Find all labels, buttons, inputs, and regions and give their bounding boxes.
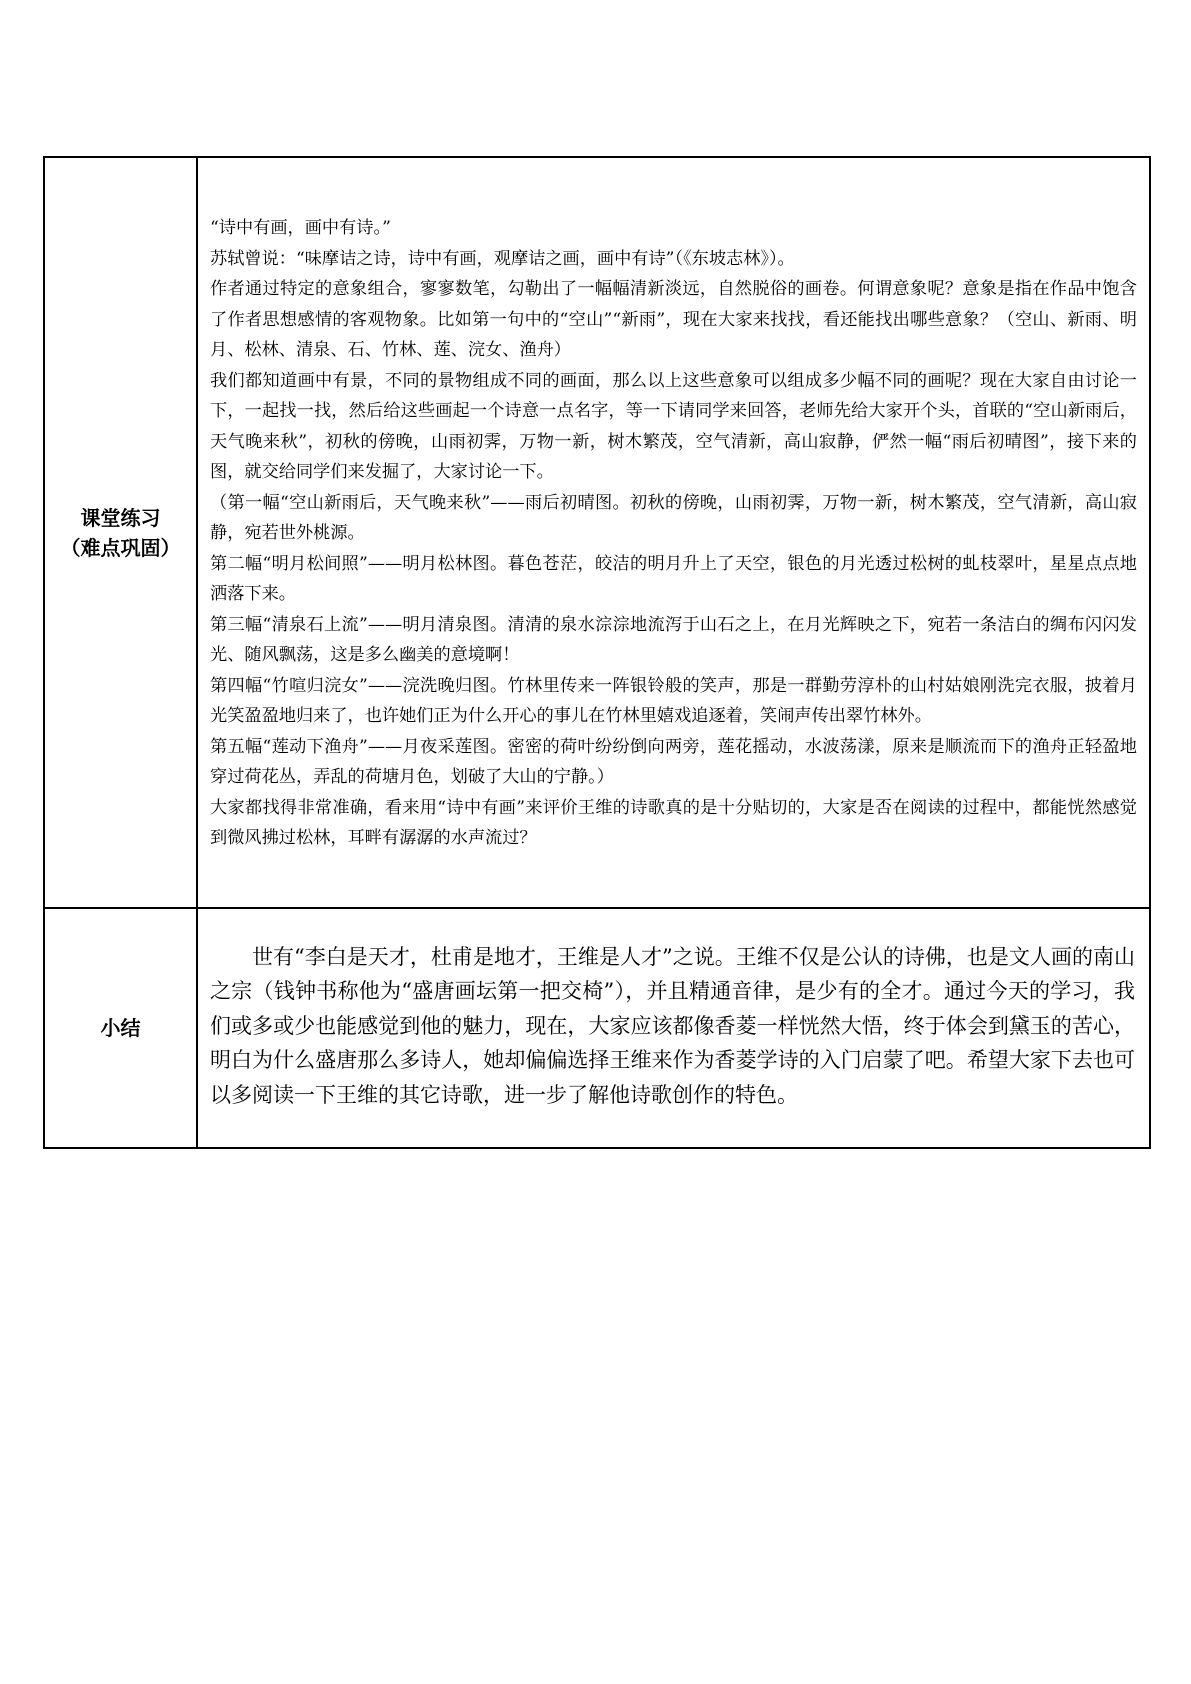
summary-row	[44, 908, 1150, 1148]
paragraph: 第五幅“莲动下渔舟”——月夜采莲图。密密的荷叶纷纷倒向两旁，莲花摇动，水波荡漾，原来是顺流而下的渔舟正轻盈地穿过荷花丛，弄乱的荷塘月色，划破了大山的宁静。）	[210, 736, 1137, 788]
practice-content	[197, 157, 1150, 908]
summary-content	[197, 908, 1150, 1148]
summary-label: 小结	[100, 1016, 141, 1040]
paragraph: 我们都知道画中有景，不同的景物组成不同的画面，那么以上这些意象可以组成多少幅不同的画呢？现在大家自由讨论一下，一起找一找，然后给这些画起一个诗意一点名字，等一下请同学来回答，老师先给大家开个头，首联的“空山新雨后，天气晚来秋”，初秋的傍晚，山雨初霁，万物一新，树木繁茂，空气清新，高山寂静，俨然一幅“雨后初晴图”，接下来的图，就交给同学们来发掘了，大家讨论一下。	[210, 370, 1137, 483]
lesson-plan-table	[43, 156, 1151, 1149]
paragraph: 第四幅“竹喧归浣女”——浣洗晚归图。竹林里传来一阵银铃般的笑声，那是一群勤劳淳朴的山村姑娘刚洗完衣服，披着月光笑盈盈地归来了，也许她们正为什么开心的事儿在竹林里嬉戏追逐着，笑闹声传出翠竹林外。	[210, 675, 1137, 727]
practice-label: 课堂练习	[80, 505, 161, 530]
paragraph: 第二幅“明月松间照”——明月松林图。暮色苍茫，皎洁的明月升上了天空，银色的月光透过松树的虬枝翠叶，星星点点地洒落下来。	[210, 553, 1137, 605]
practice-sublabel: （难点巩固）	[60, 535, 181, 560]
summary-paragraph: 世有“李白是天才，杜甫是地才，王维是人才”之说。王维不仅是公认的诗佛，也是文人画的南山之宗（钱钟书称他为“盛唐画坛第一把交椅”），并且精通音律，是少有的全才。通过今天的学习，我们或多或少也能感觉到他的魅力，现在，大家应该都像香菱一样恍然大悟，终于体会到黛玉的苦心，明白为什么盛唐那么多诗人，她却偏偏选择王维来作为香菱学诗的入门启蒙了吧。希望大家下去也可以多阅读一下王维的其它诗歌，进一步了解他诗歌创作的特色。	[210, 944, 1135, 1107]
paragraph: （第一幅“空山新雨后，天气晚来秋”——雨后初晴图。初秋的傍晚，山雨初霁，万物一新，树木繁茂，空气清新，高山寂静，宛若世外桃源。	[210, 492, 1137, 544]
summary-label-cell	[44, 908, 197, 1148]
paragraph: 第三幅“清泉石上流”——明月清泉图。清清的泉水淙淙地流泻于山石之上，在月光辉映之下，宛若一条洁白的绸布闪闪发光、随风飘荡，这是多么幽美的意境啊！	[210, 614, 1137, 666]
paragraph: “诗中有画，画中有诗。”	[210, 218, 391, 239]
practice-row	[44, 157, 1150, 908]
paragraph: 苏轼曾说：“味摩诘之诗，诗中有画，观摩诘之画，画中有诗”（《东坡志林》）。	[210, 248, 795, 269]
paragraph: 作者通过特定的意象组合，寥寥数笔，勾勒出了一幅幅清新淡远，自然脱俗的画卷。何谓意象呢？意象是指在作品中饱含了作者思想感情的客观物象。比如第一句中的“空山”“新雨”，现在大家来找找，看还能找出哪些意象？（空山、新雨、明月、松林、清泉、石、竹林、莲、浣女、渔舟）	[210, 279, 1137, 361]
paragraph: 大家都找得非常准确，看来用“诗中有画”来评价王维的诗歌真的是十分贴切的，大家是否在阅读的过程中，都能恍然感觉到微风拂过松林，耳畔有潺潺的水声流过？	[210, 797, 1137, 849]
practice-label-cell	[44, 157, 197, 908]
